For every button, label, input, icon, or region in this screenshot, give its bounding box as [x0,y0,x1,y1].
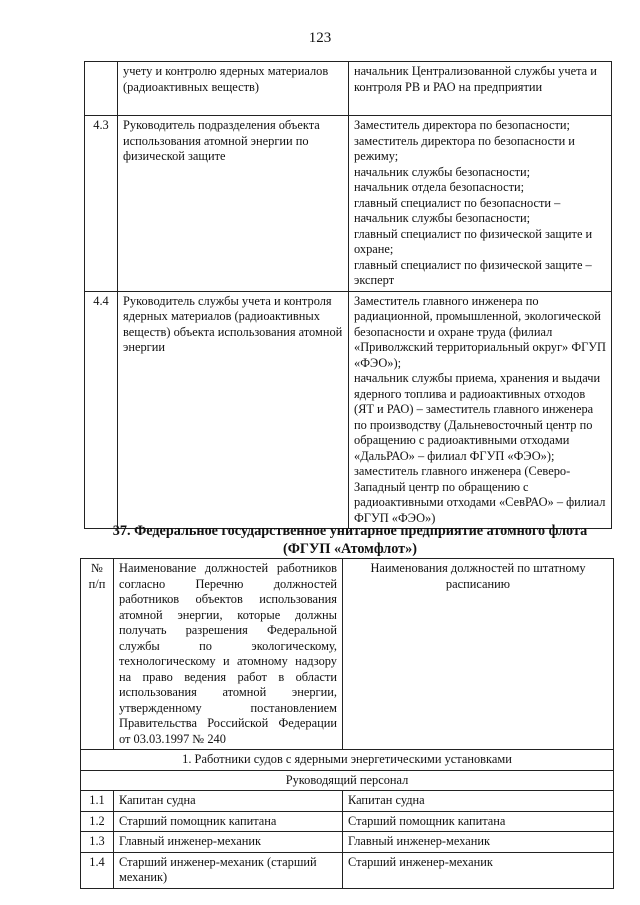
position-cell: учету и контролю ядерных материалов (радиоактивных веществ) [118,62,349,116]
row-number: 4.3 [85,116,118,292]
staff-cell [349,291,612,529]
staff-line: главный специалист по физической защите и охране; [354,226,593,256]
section-title [70,522,630,558]
table-row [85,62,612,116]
staff-line: начальник службы приема, хранения и выдачи ядерного топлива и радиоактивных отходов (ЯТ и РАО) – заместитель главного инженера по производству (Дальневосточный центр по обращению с радиоактивными отходами «ДальРАО» – филиал ФГУП «ФЭО»); [354,371,601,463]
position-cell: Руководитель службы учета и контроля ядерных материалов (радиоактивных веществ) объекта использования атомной энергии [118,291,349,529]
row-number: 1.1 [81,791,114,812]
header-staff: Наименования должностей по штатному расписанию [343,559,614,750]
staff-cell: Старший помощник капитана [343,811,614,832]
position-cell: Капитан судна [114,791,343,812]
subgroup-row [81,770,614,791]
staff-line: заместитель директора по безопасности и режиму; [354,133,575,163]
row-number: 1.4 [81,852,114,888]
group-row [81,750,614,771]
row-number [85,62,118,116]
staff-line: главный специалист по безопасности – начальник службы безопасности; [354,195,561,225]
position-cell: Старший помощник капитана [114,811,343,832]
table-row [81,811,614,832]
section-title-line1: 37. Федеральное государственное унитарное предприятие атомного флота [112,523,588,539]
staff-cell: Главный инженер-механик [343,832,614,853]
section-title-line2: (ФГУП «Атомфлот») [283,541,417,557]
table-header-row [81,559,614,750]
atomflot-positions-table [80,558,614,889]
staff-line: заместитель главного инженера (Северо-Западный центр по обращению с радиоактивными отходами «СевРАО» – филиал ФГУП «ФЭО») [354,464,606,525]
staff-line: начальник отдела безопасности; [354,180,525,194]
staff-line: начальник Централизованной службы учета и контроля РВ и РАО на предприятии [354,64,597,94]
header-number: № п/п [81,559,114,750]
page-number: 123 [308,30,332,46]
staff-cell: Старший инженер-механик [343,852,614,888]
staff-line: начальник службы безопасности; [354,164,531,179]
row-number: 1.2 [81,811,114,832]
staff-cell: Капитан судна [343,791,614,812]
group-label: 1. Работники судов с ядерными энергетическими установками [81,750,614,771]
table-row [81,791,614,812]
staff-line: Заместитель главного инженера по радиационной, промышленной, экологической безопасности и охране труда (филиал «Приволжский территориальный округ» ФГУП «ФЭО»); [354,293,606,370]
table-row [85,291,612,529]
subgroup-label: Руководящий персонал [81,770,614,791]
position-cell: Руководитель подразделения объекта использования атомной энергии по физической защите [118,116,349,292]
row-number: 4.4 [85,291,118,529]
staff-cell [349,62,612,116]
staff-line: главный специалист по физической защите – эксперт [354,257,592,287]
staff-cell [349,116,612,292]
staff-line: Заместитель директора по безопасности; [354,118,570,132]
positions-table-continued [84,61,612,529]
table-row [85,116,612,292]
position-cell: Главный инженер-механик [114,832,343,853]
row-number: 1.3 [81,832,114,853]
header-position: Наименование должностей работников согласно Перечню должностей работников объектов использования атомной энергии, которые должны получать разрешения Федеральной службы по экологическому, технологическому и атомному надзору на право ведения работ в области использования атомной энергии, утвержденному постановлением Правительства Российской Федерации от 03.03.1997 № 240 [114,559,343,750]
table-row [81,832,614,853]
table-row [81,852,614,888]
position-cell: Старший инженер-механик (старший механик) [114,852,343,888]
